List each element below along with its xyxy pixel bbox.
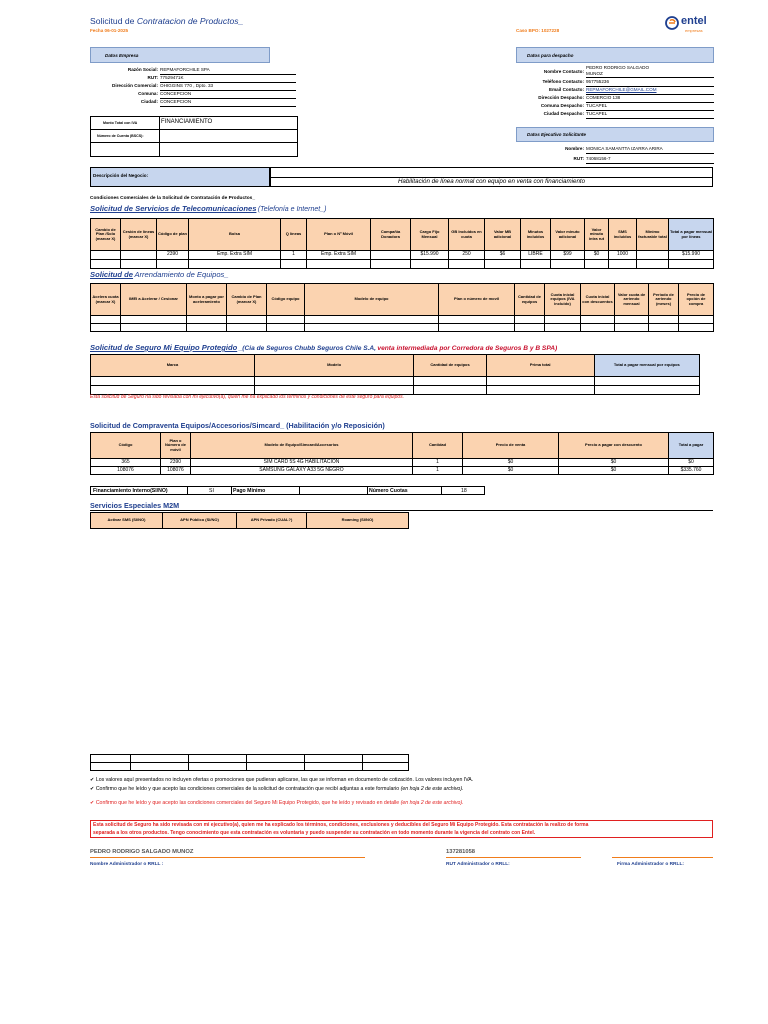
ejecutivo-section-header (516, 127, 714, 142)
empresa-field-value: 77529471K (160, 75, 184, 80)
despacho-field-row (516, 86, 714, 94)
table-cell: 2390 (157, 251, 189, 260)
table-header-cell: Roaming (SI/NO) (307, 513, 409, 529)
table-header-cell: Código (91, 433, 161, 459)
table-cell (305, 324, 439, 332)
table-cell (594, 377, 699, 386)
seguro-section-title (90, 343, 557, 352)
ejecutivo-rut-row (516, 153, 714, 163)
table-cell: $0 (559, 467, 669, 475)
financiamiento-label: Financiamiento Interno(SI/NO) (93, 488, 168, 494)
table-cell (91, 260, 121, 269)
ejecutivo-nombre-value: MONICA SAMANTTA IZARRA ARIRA (586, 146, 663, 151)
table-cell (545, 324, 581, 332)
table-header-cell: Q líneas (281, 219, 307, 251)
note-condiciones-ref: (en hoja 2 de este archivo). (400, 786, 464, 792)
table-header-cell: Precio de venta (463, 433, 559, 459)
negocio-label: Descripción del Negocio: (93, 173, 149, 178)
despacho-field-row (516, 94, 714, 102)
table-cell: 250 (449, 251, 485, 260)
despacho-field-value: COMERCIO 138 (586, 95, 621, 100)
table-header-cell: Monto a pagar por aceleramiento (187, 284, 227, 316)
seguro-disclaimer-box (90, 820, 713, 838)
arriendo-title-a: Solicitud de (90, 270, 134, 279)
table-header-cell: Total a pagar mensual por líneas (669, 219, 714, 251)
table-cell (414, 377, 487, 386)
table-header-cell: Cesión de líneas (marcar X) (121, 219, 157, 251)
table-cell: $0 (463, 467, 559, 475)
negocio-label-box (90, 167, 270, 187)
table-header-cell: Cantidad de equipos (515, 284, 545, 316)
empresa-field-value: REPMAFORCHILE SPA (160, 67, 210, 72)
table-header-cell: Modelo de equipo (305, 284, 439, 316)
table-cell (227, 316, 267, 324)
empresa-field-value: CONCEPCION (160, 99, 192, 104)
empresa-field-label: Ciudad: (140, 99, 158, 104)
empresa-field-row (90, 82, 296, 90)
table-cell: $335.760 (669, 467, 714, 475)
firma-sign-rule (612, 857, 713, 858)
table-cell (449, 260, 485, 269)
table-cell (679, 324, 714, 332)
table-header-cell: SMS incluidos (609, 219, 637, 251)
entel-e-icon (665, 16, 679, 30)
table-header-cell: Activar SMS (SI/NO) (91, 513, 163, 529)
empresa-field-row (90, 74, 296, 82)
financiamiento-row (90, 486, 485, 495)
despacho-field-value: 957755236 (586, 79, 609, 84)
table-header-cell: Valor MB adicional (485, 219, 521, 251)
table-cell (581, 316, 615, 324)
despacho-nombre-row (516, 66, 714, 78)
table-cell (486, 377, 594, 386)
table-header-cell: Código equipo (267, 284, 305, 316)
table-cell: 2390 (161, 459, 191, 467)
table-header-cell: IMEI a Acelerar / Cesionar (121, 284, 187, 316)
table-cell (91, 324, 121, 332)
note-seguro-text: Confirmo que he leído y que acepto las condiciones comerciales del Seguro Mi Equipo Protegido, que he leído y revisado en detalle (95, 800, 400, 806)
table-cell: 108076 (161, 467, 191, 475)
table-header-cell: Plan o número de movil (439, 284, 515, 316)
despacho-field-row (516, 78, 714, 86)
table-cell (551, 260, 585, 269)
table-cell (121, 324, 187, 332)
monto-label: Monto Total con IVA (103, 121, 138, 125)
note-seguro (90, 800, 464, 806)
table-cell: $0 (463, 459, 559, 467)
table-header-cell: Cuota inicial con descuentos (581, 284, 615, 316)
table-cell (414, 386, 487, 395)
table-cell: 365 (91, 459, 161, 467)
table-header-cell: Precio de opción de compra (679, 284, 714, 316)
table-cell (485, 260, 521, 269)
table-cell: SAMSUNG GALAXY A33 5G NEGRO (191, 467, 413, 475)
despacho-field-label: Comuna Despacho: (540, 103, 584, 108)
table-cell (411, 260, 449, 269)
arriendo-section-title (90, 270, 229, 279)
table-cell (515, 324, 545, 332)
table-cell: Emp. Extra SIM (307, 251, 371, 260)
arriendo-table (90, 283, 714, 332)
financiamiento-value: SI (209, 488, 214, 494)
table-cell (227, 324, 267, 332)
table-cell: $15.990 (411, 251, 449, 260)
table-header-cell: Periodo de arriendo (meses) (649, 284, 679, 316)
seguro-sub2: venta intermediada por Corredora de Seguros B y B SPA) (377, 345, 558, 352)
table-cell (439, 324, 515, 332)
table-cell (649, 324, 679, 332)
table-cell (679, 316, 714, 324)
table-header-cell: Prima total (486, 355, 594, 377)
table-header-cell: Total a pagar (669, 433, 714, 459)
table-cell: 1 (413, 467, 463, 475)
note-condiciones (90, 786, 464, 792)
table-cell (637, 260, 669, 269)
despacho-field-value: TUCAPEL (586, 111, 608, 116)
table-cell (187, 324, 227, 332)
firma-rut-rule (446, 857, 581, 858)
telecom-title: Solicitud de Servicios de Telecomunicaciones (90, 204, 257, 213)
disclaimer-line2: separada a los otros productos. Tengo conocimiento que esta contratación es voluntaria y puedo suspender su contratación en todo momento durante la vigencia del contrato con Entel. (93, 830, 536, 836)
pago-minimo-label: Pago Mínimo (233, 488, 266, 494)
cuenta-label: Número de Cuenta (BSCS): (97, 134, 144, 138)
table-cell: $0 (585, 251, 609, 260)
negocio-value-box (270, 167, 713, 187)
despacho-nombre-line2: MUNOZ (586, 71, 603, 76)
table-header-cell: Bolsa (189, 219, 281, 251)
table-header-cell: Cantidad de equipos (414, 355, 487, 377)
fecha-text: Fecha 06-01-2025 (90, 28, 129, 33)
table-cell (281, 260, 307, 269)
table-cell (187, 316, 227, 324)
table-cell: $15.990 (669, 251, 714, 260)
table-cell (581, 324, 615, 332)
table-cell (157, 260, 189, 269)
empresa-field-row (90, 98, 296, 106)
table-header-cell: Cargo Fijo Mensual (411, 219, 449, 251)
table-header-cell: Minutos incluidos (521, 219, 551, 251)
table-header-cell: APN Privado (CUAL?) (237, 513, 307, 529)
empresa-fields (90, 66, 296, 106)
despacho-fields (516, 78, 714, 118)
telecom-subtitle: (Telefonía e Internet_) (257, 206, 327, 213)
ejecutivo-section-label: Datos Ejecutivo Solicitante (527, 132, 586, 137)
table-header-cell: Mínimo facturable total (637, 219, 669, 251)
table-cell (371, 260, 411, 269)
ejecutivo-rut-label: RUT: (573, 156, 584, 161)
table-header-cell: Cambio de Plan /Solo (marcar X) (91, 219, 121, 251)
table-cell (615, 324, 649, 332)
table-cell (615, 316, 649, 324)
table-cell: SIM CARD 5S 4G HABILITACION (191, 459, 413, 467)
table-cell: $0 (669, 459, 714, 467)
cuenta-extra-row (90, 143, 298, 157)
table-cell (521, 260, 551, 269)
empresa-field-label: Comuna: (138, 91, 158, 96)
despacho-section-label: Datos para despacho (527, 53, 574, 58)
despacho-field-row (516, 110, 714, 118)
disclaimer-line1: Esta solicitud de Seguro ha sido revisada con mi ejecutivo(a), quien me ha explicado los términos, condiciones, exclusiones y deducibles del Seguro Mi Equipo Protegido. Esta contratación la realizo de forma (93, 822, 589, 828)
table-header-cell: Valor cuota de arriendo mensual (615, 284, 649, 316)
cuenta-bscs-row (90, 130, 298, 143)
table-cell: 1 (413, 459, 463, 467)
table-cell (267, 316, 305, 324)
empresa-field-label: Dirección Comercial: (112, 83, 158, 88)
table-header-cell: Cuota inicial equipos (IVA incluido) (545, 284, 581, 316)
table-header-cell: Valor minuto intra rut (585, 219, 609, 251)
table-cell: $6 (485, 251, 521, 260)
seguro-note: Esta solicitud de Seguro ha sido revisada con mi ejecutivo(a), quien me ha explicado los términos y condiciones de este seguro para equipos. (90, 394, 405, 400)
empresa-section-header (90, 47, 270, 63)
despacho-field-value: TUCAPEL (586, 103, 608, 108)
firma-nombre-label: Nombre Administrador o RRLL : (90, 862, 164, 867)
firma-nombre-rule (90, 857, 365, 858)
brand-name: entel (681, 15, 707, 27)
table-header-cell: Plan o Nº Móvil (307, 219, 371, 251)
firma-nombre-value: PEDRO RODRIGO SALGADO MUNOZ (90, 849, 194, 855)
ejecutivo-nombre-row (516, 143, 714, 153)
empresa-field-label: Razón Social: (127, 67, 158, 72)
table-header-cell: Total a pagar mensual por equipos (594, 355, 699, 377)
empresa-section-label: Datos Empresa (105, 53, 139, 58)
empresa-field-value: CONCEPCION (160, 91, 192, 96)
telecom-section-title (90, 204, 326, 213)
table-cell (91, 377, 255, 386)
ejecutivo-rut-value: 74068156-7 (586, 156, 611, 161)
negocio-value: Habilitación de línea normal con equipo en venta con financiamiento (397, 178, 586, 185)
check-icon: ✔ (90, 800, 95, 806)
table-cell (637, 251, 669, 260)
m2m-rule (90, 510, 713, 511)
table-cell (267, 324, 305, 332)
entel-logo (665, 14, 715, 36)
note-condiciones-text: Confirmo que he leído y que acepto las condiciones comerciales de la solicitud de contratación que recibí adjuntas a este formulario (95, 786, 400, 792)
table-header-cell: APN Público (SI/NO) (163, 513, 237, 529)
table-header-cell: Código de plan (157, 219, 189, 251)
monto-total-row (90, 116, 298, 130)
empresa-field-label: RUT: (147, 75, 158, 80)
title-italic: Contratacion de Productos_ (136, 16, 244, 26)
empresa-field-row (90, 90, 296, 98)
seguro-table (90, 354, 700, 395)
table-cell (585, 260, 609, 269)
compraventa-table (90, 432, 714, 475)
table-cell (649, 316, 679, 324)
despacho-field-label: Email Contacto: (549, 87, 584, 92)
caso-bpo-text: Caso BPO: 1027228 (516, 28, 560, 33)
table-header-cell: Cambio de Plan (marcar X) (227, 284, 267, 316)
seguro-sub1: _(Cia de Seguros Chubb Seguros Chile S.A, (238, 345, 377, 352)
despacho-field-label: Dirección Despacho: (538, 95, 584, 100)
m2m-title: Servicios Especiales M2M (90, 501, 180, 510)
m2m-table (90, 512, 409, 529)
table-cell (609, 260, 637, 269)
table-cell (515, 316, 545, 324)
table-header-cell: Modelo (254, 355, 413, 377)
table-header-cell: Valor minuto adicional (551, 219, 585, 251)
table-header-cell: Plan o Número de móvil (161, 433, 191, 459)
table-cell: $99 (551, 251, 585, 260)
despacho-field-row (516, 102, 714, 110)
firma-sign-label: Firma Administrador o RRLL: (617, 862, 684, 867)
table-cell: 108076 (91, 467, 161, 475)
table-cell: 1000 (609, 251, 637, 260)
table-cell (371, 251, 411, 260)
table-cell (594, 386, 699, 395)
table-header-cell: Precio a pagar con descuento (559, 433, 669, 459)
table-cell (439, 316, 515, 324)
despacho-field-value[interactable]: REPMAFORCHILE@GMAIL.COM (586, 87, 657, 92)
table-cell (91, 316, 121, 324)
document-title (90, 16, 243, 26)
note-precios-text: Los valores aquí presentados no incluyen ofertas o promociones que pudieran aplicarse, las que se informan en documento de cotización. Los valores incluyen IVA. (95, 777, 474, 783)
despacho-nombre-label: Nombre Contacto: (543, 69, 584, 74)
table-header-cell: GB Incluidos en cuota (449, 219, 485, 251)
table-cell: 1 (281, 251, 307, 260)
table-header-cell: Modelo de Equipo/Simcard/Accesorios (191, 433, 413, 459)
ejecutivo-nombre-label: Nombre: (565, 146, 584, 151)
seguro-title: Solicitud de Seguro Mi Equipo Protegido (90, 343, 238, 352)
table-cell (121, 260, 157, 269)
blank-grid (90, 754, 409, 771)
empresa-field-row (90, 66, 296, 74)
table-cell (669, 260, 714, 269)
table-header-cell: Acelera cuota (marcar X) (91, 284, 121, 316)
table-cell (486, 386, 594, 395)
arriendo-title-b: Arrendamiento de Equipos_ (134, 270, 229, 279)
check-icon: ✔ (90, 777, 95, 783)
condiciones-title: Condiciones Comerciales de la Solicitud de Contratación de Productos_ (90, 196, 255, 201)
note-precios (90, 777, 473, 783)
table-cell (121, 251, 157, 260)
check-icon: ✔ (90, 786, 95, 792)
table-cell (189, 260, 281, 269)
numero-cuotas-label: Número Cuotas (369, 488, 408, 494)
table-header-cell: Marca (91, 355, 255, 377)
table-cell (254, 377, 413, 386)
table-cell (121, 316, 187, 324)
table-header-cell: Compañía Donadora (371, 219, 411, 251)
table-cell: $0 (559, 459, 669, 467)
title-prefix: Solicitud de (90, 16, 137, 26)
table-cell (545, 316, 581, 324)
table-cell (305, 316, 439, 324)
firma-rut-value: 137281058 (446, 849, 476, 855)
brand-sub: empresas (685, 28, 703, 33)
numero-cuotas-value: 18 (461, 488, 467, 494)
table-cell (91, 251, 121, 260)
table-cell: LIBRE (521, 251, 551, 260)
compraventa-title: Solicitud de Compraventa Equipos/Accesorios/Simcard_ (Habilitación y/o Reposición) (90, 421, 385, 430)
empresa-field-value: OHIGGINS 770 , Dpto. 33 (160, 83, 214, 88)
table-cell: Emp. Extra SIM (189, 251, 281, 260)
despacho-section-header (516, 47, 714, 63)
table-cell (307, 260, 371, 269)
despacho-field-label: Ciudad Despacho: (543, 111, 584, 116)
table-header-cell: Cantidad (413, 433, 463, 459)
monto-value: FINANCIAMIENTO (161, 119, 213, 125)
despacho-field-label: Teléfono Contacto: (542, 79, 584, 84)
despacho-nombre-line1: PEDRO RODRIGO SALGADO (586, 65, 650, 70)
telecom-table (90, 218, 714, 269)
firma-rut-label: RUT Administrador o RRLL: (446, 862, 510, 867)
note-seguro-ref: (en hoja 2 de este archivo). (400, 800, 464, 806)
